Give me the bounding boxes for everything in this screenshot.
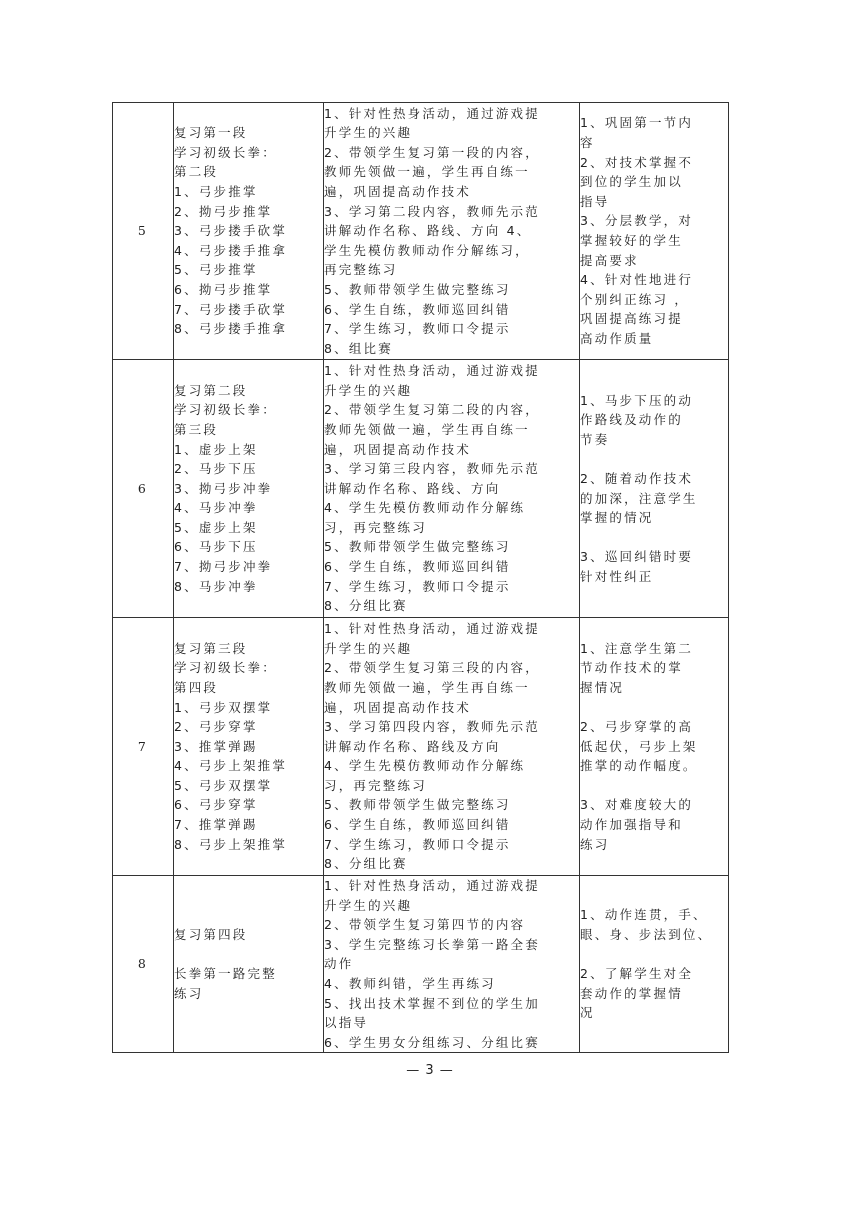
process-line: 5、教师带领学生做完整练习 (324, 281, 511, 297)
content-line: 复习第二段 (174, 382, 248, 398)
content-line: 3、弓步搂手砍掌 (174, 223, 288, 239)
content-line: 学习初级长拳： (174, 402, 277, 418)
process-line: 8、组比赛 (324, 340, 393, 356)
process-line: 3、学习第三段内容，教师先示范 (324, 461, 540, 477)
lesson-plan-body (113, 103, 729, 1053)
process-line: 4、学生先模仿教师动作分解练 (324, 500, 526, 516)
notes-line: 动作加强指导和 (580, 817, 683, 833)
content-line: 5、弓步双摆掌 (174, 777, 273, 793)
lesson-content-cell (174, 360, 324, 618)
process-line: 8、分组比赛 (324, 856, 408, 872)
notes-line: 1、巩固第一节内 (580, 115, 694, 131)
notes-line: 高动作质量 (580, 330, 654, 346)
content-line: 8、弓步上架推掌 (174, 836, 288, 852)
content-line: 5、弓步推掌 (174, 262, 258, 278)
process-line: 1、针对性热身活动，通过游戏提 (324, 621, 540, 637)
process-line: 升学生的兴趣 (324, 640, 413, 656)
lesson-number: 7 (113, 618, 174, 876)
process-line: 6、学生男女分组练习、分组比赛 (324, 1034, 540, 1050)
lesson-content-cell (174, 103, 324, 360)
notes-line: 指导 (580, 193, 610, 209)
process-line: 动作 (324, 956, 354, 972)
content-line: 3、推掌弹踢 (174, 738, 258, 754)
notes-line: 套动作的掌握情 (580, 985, 683, 1001)
content-line: 长拳第一路完整 (174, 966, 277, 982)
process-line: 升学生的兴趣 (324, 897, 413, 913)
notes-line: 到位的学生加以 (580, 174, 683, 190)
lesson-notes-cell (580, 360, 729, 618)
lesson-process-cell (324, 103, 580, 360)
process-line: 7、学生练习，教师口令提示 (324, 578, 511, 594)
process-line: 遍，巩固提高动作技术 (324, 184, 472, 200)
lesson-process-cell (324, 618, 580, 876)
process-line: 7、学生练习，教师口令提示 (324, 321, 511, 337)
notes-line: 3、分层教学，对 (580, 213, 694, 229)
notes-line: 2、随着动作技术 (580, 470, 694, 486)
page-number: — 3 — (406, 1063, 454, 1078)
process-line: 2、带领学生复习第二段的内容， (324, 402, 540, 418)
blank-line (580, 776, 728, 796)
process-line: 1、针对性热身活动，通过游戏提 (324, 363, 540, 379)
process-line: 3、学生完整练习长拳第一路全套 (324, 936, 540, 952)
content-line: 学习初级长拳： (174, 144, 277, 160)
notes-line: 2、了解学生对全 (580, 966, 694, 982)
process-line: 2、带领学生复习第四节的内容 (324, 917, 526, 933)
content-line: 第二段 (174, 164, 219, 180)
content-line: 3、拗弓步冲拳 (174, 480, 273, 496)
process-line: 习，再完整练习 (324, 777, 427, 793)
notes-line: 3、巡回纠错时要 (580, 549, 694, 565)
notes-line: 1、动作连贯，手、 (580, 907, 708, 923)
lesson-notes-cell (580, 876, 729, 1053)
process-line: 讲解动作名称、路线、方向 4、 (324, 223, 532, 239)
content-line: 1、弓步推掌 (174, 184, 258, 200)
process-line: 遍，巩固提高动作技术 (324, 699, 472, 715)
notes-line: 节奏 (580, 431, 610, 447)
notes-line: 的加深，注意学生 (580, 490, 698, 506)
content-line: 8、马步冲拳 (174, 578, 258, 594)
blank-line (580, 528, 728, 548)
process-line: 升学生的兴趣 (324, 125, 413, 141)
notes-line: 个别纠正练习 ， (580, 291, 690, 307)
notes-line: 针对性纠正 (580, 568, 654, 584)
content-line: 2、弓步穿掌 (174, 719, 258, 735)
notes-line: 4、针对性地进行 (580, 272, 694, 288)
content-line: 第四段 (174, 679, 219, 695)
content-line: 7、推掌弹踢 (174, 817, 258, 833)
process-line: 8、分组比赛 (324, 598, 408, 614)
lesson-process-cell (324, 876, 580, 1053)
lesson-row (113, 360, 729, 618)
content-line: 5、虚步上架 (174, 519, 258, 535)
blank-line (580, 698, 728, 718)
content-line: 2、拗弓步推掌 (174, 203, 273, 219)
lesson-number: 8 (113, 876, 174, 1053)
notes-line: 提高要求 (580, 252, 639, 268)
content-line: 复习第四段 (174, 926, 248, 942)
lesson-notes-cell (580, 103, 729, 360)
blank-line (580, 449, 728, 469)
process-line: 5、教师带领学生做完整练习 (324, 539, 511, 555)
notes-line: 推掌的动作幅度。 (580, 758, 698, 774)
lesson-number: 6 (113, 360, 174, 618)
content-line: 7、拗弓步冲拳 (174, 559, 273, 575)
content-line: 6、弓步穿掌 (174, 797, 258, 813)
notes-line: 掌握较好的学生 (580, 233, 683, 248)
blank-line (580, 945, 728, 965)
notes-line: 容 (580, 135, 595, 151)
process-line: 教师先领做一遍，学生再自练一 (324, 679, 530, 695)
process-line: 5、找出技术掌握不到位的学生加 (324, 995, 540, 1011)
notes-line: 握情况 (580, 679, 625, 695)
process-line: 6、学生自练，教师巡回纠错 (324, 817, 511, 833)
process-line: 讲解动作名称、路线、方向 (324, 480, 501, 496)
process-line: 学生先模仿教师动作分解练习， (324, 242, 530, 258)
content-line: 第三段 (174, 421, 219, 437)
content-line: 4、弓步上架推掌 (174, 758, 288, 774)
process-line: 1、针对性热身活动，通过游戏提 (324, 878, 540, 893)
notes-line: 眼、身、步法到位、 (580, 926, 713, 942)
process-line: 4、教师纠错，学生再练习 (324, 975, 496, 991)
process-line: 习，再完整练习 (324, 519, 427, 535)
blank-line (174, 945, 323, 965)
notes-line: 2、对技术掌握不 (580, 154, 694, 170)
notes-line: 1、马步下压的动 (580, 392, 694, 408)
process-line: 以指导 (324, 1015, 369, 1031)
notes-line: 1、注意学生第二 (580, 640, 694, 656)
content-line: 2、马步下压 (174, 461, 258, 477)
process-line: 6、学生自练，教师巡回纠错 (324, 301, 511, 317)
content-line: 复习第一段 (174, 125, 248, 141)
notes-line: 练习 (580, 836, 610, 852)
lesson-row (113, 618, 729, 876)
notes-line: 巩固提高练习提 (580, 311, 683, 327)
process-line: 再完整练习 (324, 262, 398, 278)
process-line: 1、针对性热身活动，通过游戏提 (324, 105, 540, 121)
notes-line: 3、对难度较大的 (580, 797, 694, 813)
process-line: 2、带领学生复习第三段的内容， (324, 660, 540, 676)
process-line: 3、学习第四段内容，教师先示范 (324, 719, 540, 735)
content-line: 复习第三段 (174, 640, 248, 656)
content-line: 练习 (174, 985, 204, 1001)
process-line: 6、学生自练，教师巡回纠错 (324, 559, 511, 575)
content-line: 6、拗弓步推掌 (174, 281, 273, 297)
process-line: 遍，巩固提高动作技术 (324, 441, 472, 457)
content-line: 1、弓步双摆掌 (174, 699, 273, 715)
content-line: 4、马步冲拳 (174, 500, 258, 516)
process-line: 5、教师带领学生做完整练习 (324, 797, 511, 813)
lesson-content-cell (174, 618, 324, 876)
lesson-row (113, 103, 729, 360)
notes-line: 作路线及动作的 (580, 412, 683, 428)
process-line: 3、学习第二段内容，教师先示范 (324, 203, 540, 219)
content-line: 1、虚步上架 (174, 441, 258, 457)
lesson-row (113, 876, 729, 1053)
process-line: 讲解动作名称、路线及方向 (324, 738, 501, 754)
process-line: 4、学生先模仿教师动作分解练 (324, 758, 526, 774)
content-line: 7、弓步搂手砍掌 (174, 301, 288, 317)
content-line: 4、弓步搂手推拿 (174, 242, 288, 258)
lesson-content-cell (174, 876, 324, 1053)
process-line: 升学生的兴趣 (324, 382, 413, 398)
process-line: 7、学生练习，教师口令提示 (324, 836, 511, 852)
lesson-number: 5 (113, 103, 174, 360)
content-line: 8、弓步搂手推拿 (174, 321, 288, 337)
lesson-plan-table (112, 102, 729, 1053)
lesson-process-cell (324, 360, 580, 618)
process-line: 教师先领做一遍，学生再自练一 (324, 421, 530, 437)
notes-line: 2、弓步穿掌的高 (580, 719, 694, 735)
process-line: 2、带领学生复习第一段的内容， (324, 144, 540, 160)
notes-line: 况 (580, 1005, 595, 1021)
content-line: 6、马步下压 (174, 539, 258, 555)
lesson-notes-cell (580, 618, 729, 876)
notes-line: 节动作技术的掌 (580, 660, 683, 676)
process-line: 教师先领做一遍，学生再自练一 (324, 164, 530, 180)
notes-line: 掌握的情况 (580, 510, 654, 526)
content-line: 学习初级长拳： (174, 660, 277, 676)
notes-line: 低起伏，弓步上架 (580, 738, 698, 754)
